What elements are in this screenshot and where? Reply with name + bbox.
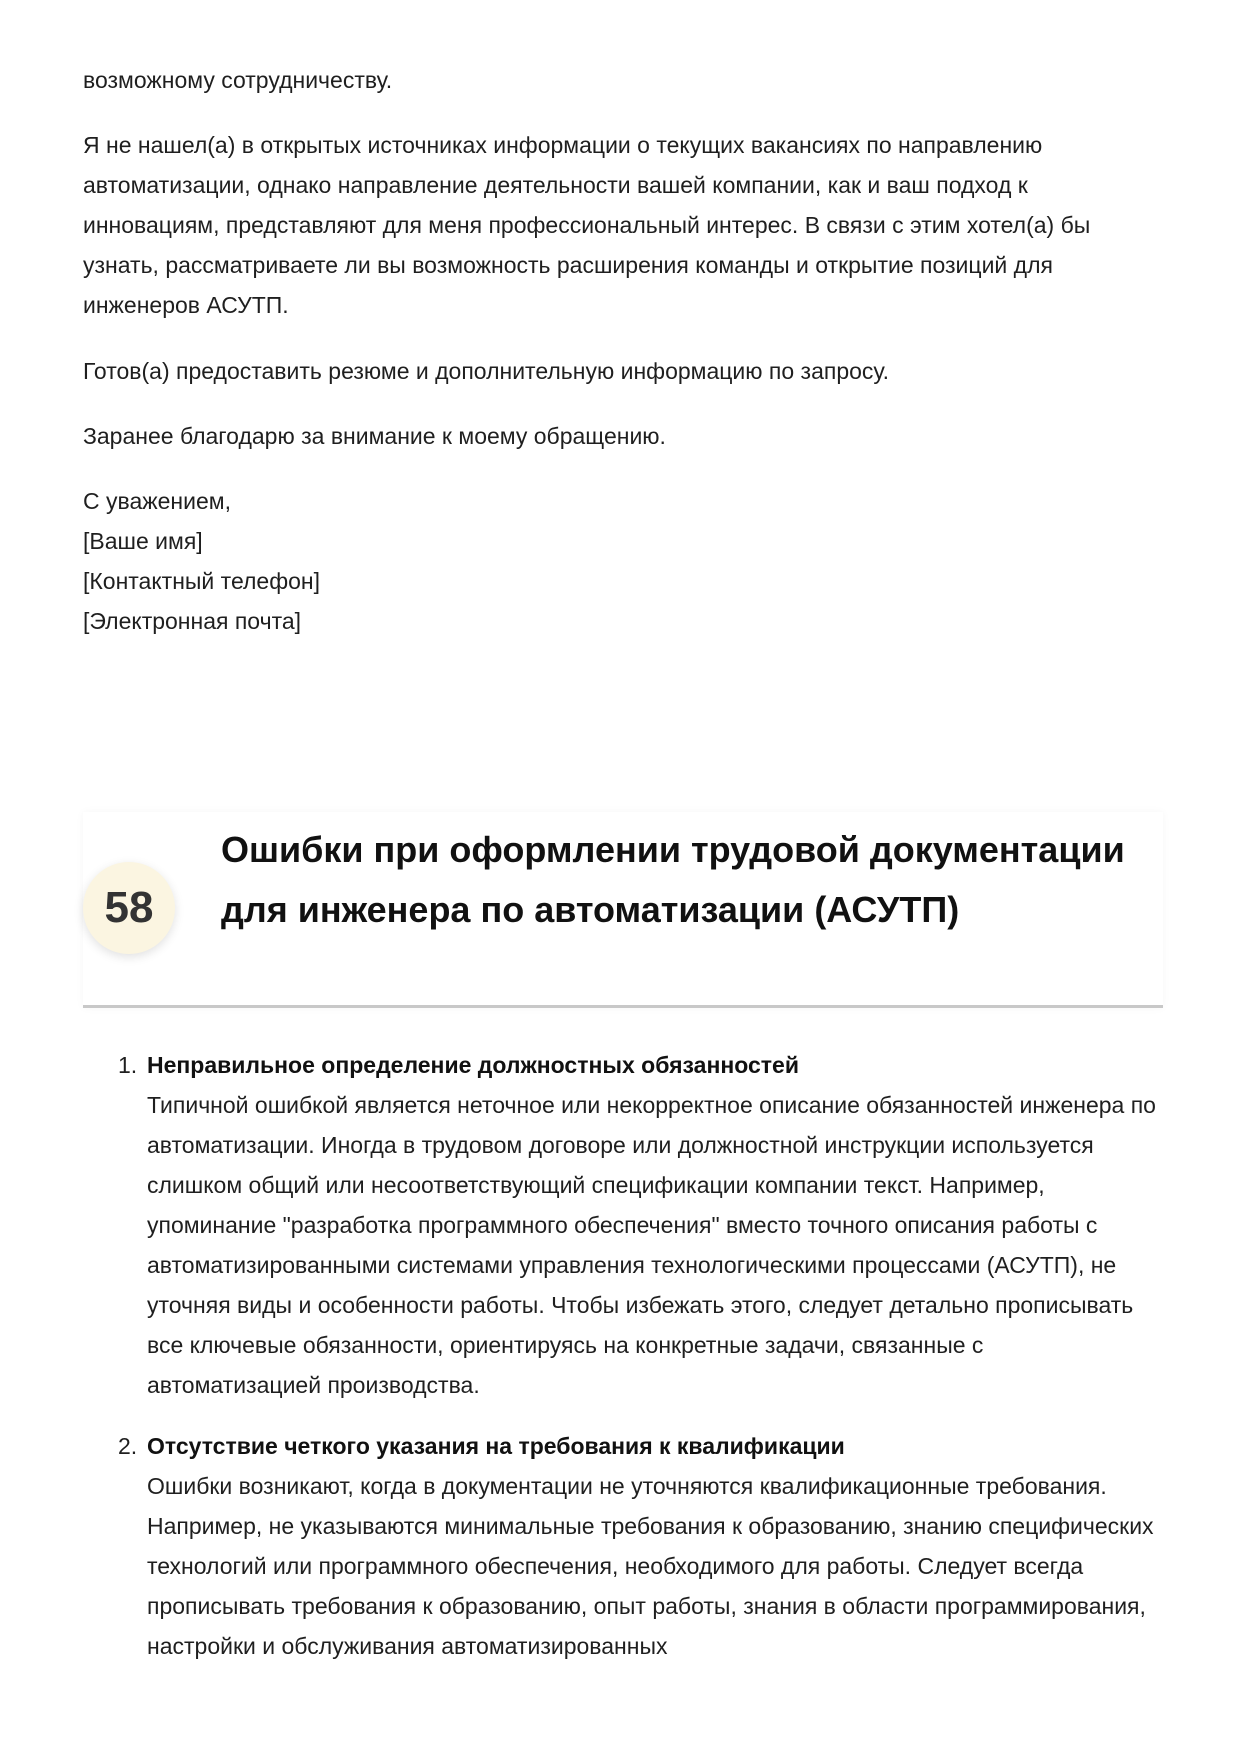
- list-item-body: Типичной ошибкой является неточное или некорректное описание обязанностей инженера по автоматизации. Иногда в трудовом договоре или должностной инструкции используется слишком общий или несоответствующий спецификации компании текст. Например, упоминание "разработка программного обеспечения" вместо точного описания работы с автоматизированными системами управления технологическими процессами (АСУТП), не уточняя виды и особенности работы. Чтобы избежать этого, следует детально прописывать все ключевые обязанности, ориентируясь на конкретные задачи, связанные с автоматизацией производства.: [147, 1092, 1156, 1398]
- intro-tail-paragraph: возможному сотрудничеству.: [83, 67, 393, 93]
- list-item: [83, 1045, 1163, 1405]
- thanks-paragraph: Заранее благодарю за внимание к моему обращению.: [83, 423, 666, 449]
- list-item-title: Неправильное определение должностных обязанностей: [147, 1052, 799, 1078]
- list-item-body: Ошибки возникают, когда в документации не уточняются квалификационные требования. Например, не указываются минимальные требования к образованию, знанию специфических технологий или программного обеспечения, необходимого для работы. Следует всегда прописывать требования к образованию, опыт работы, знания в области программирования, настройки и обслуживания автоматизированных: [147, 1473, 1154, 1659]
- signature-name: [Ваше имя]: [83, 528, 203, 554]
- main-paragraph: Я не нашел(а) в открытых источниках информации о текущих вакансиях по направлению автоматизации, однако направление деятельности вашей компании, как и ваш подход к инновациям, представляют для меня профессиональный интерес. В связи с этим хотел(а) бы узнать, рассматриваете ли вы возможность расширения команды и открытие позиций для инженеров АСУТП.: [83, 132, 1091, 318]
- signature-phone: [Контактный телефон]: [83, 568, 320, 594]
- section-header: [83, 812, 1163, 1008]
- list-item-number: 2.: [118, 1433, 138, 1459]
- list-item: [83, 1426, 1163, 1666]
- ready-paragraph: Готов(а) предоставить резюме и дополнительную информацию по запросу.: [83, 358, 890, 384]
- signature-block: [83, 481, 1163, 641]
- signature-email: [Электронная почта]: [83, 608, 302, 634]
- section-title: Ошибки при оформлении трудовой документации для инженера по автоматизации (АСУТП): [221, 829, 1125, 930]
- section-number-badge: 58: [83, 862, 175, 954]
- signature-closing: С уважением,: [83, 488, 231, 514]
- list-item-number: 1.: [118, 1052, 138, 1078]
- mistakes-list: [83, 1045, 1163, 1687]
- list-item-title: Отсутствие четкого указания на требования к квалификации: [147, 1433, 845, 1459]
